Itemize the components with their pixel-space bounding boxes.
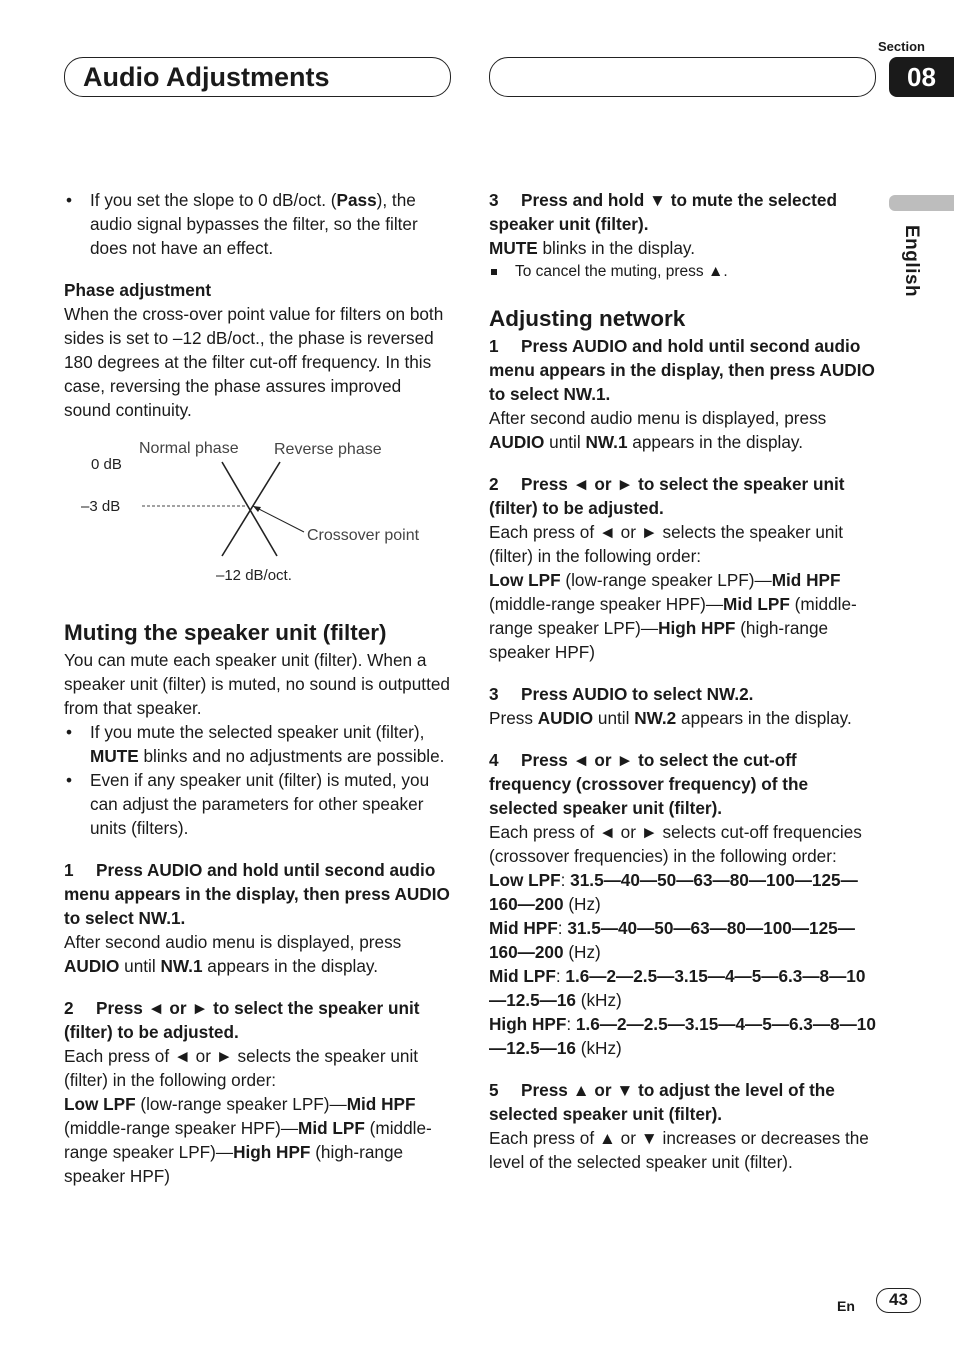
high-hpf-frequencies: High HPF: 1.6—2—2.5—3.15—4—5—6.3—8—10—12.5—16 (kHz) (489, 1014, 876, 1058)
text: until (544, 432, 586, 452)
term: Mid HPF (771, 570, 841, 590)
term: Mid LPF (298, 1118, 365, 1138)
unit: (kHz) (575, 1038, 622, 1058)
term: Low LPF (489, 570, 561, 590)
left-column (64, 188, 452, 422)
left-step-2-body: Each press of ◄ or ► selects the speaker unit (filter) in the following order: (64, 1046, 419, 1090)
network-step-3-body (489, 706, 877, 730)
crossover-label: Crossover point (307, 527, 420, 544)
minus3-db-label: –3 dB (81, 498, 121, 515)
slope-label: –12 dB/oct. (216, 567, 292, 584)
text: (high-range speaker HPF) (64, 1142, 404, 1186)
page-number: 43 (876, 1288, 921, 1313)
left-step-2-title (64, 996, 452, 1044)
network-step-4-title (489, 748, 877, 820)
step-number: 2 (64, 998, 74, 1018)
text: Press ◄ or ► to select the speaker unit (filter) to be adjusted. (489, 474, 845, 518)
frequency-list: 31.5—40—50—63—80—100—125—160—200 (489, 870, 858, 914)
step-number: 3 (489, 190, 499, 210)
term: Mid HPF (489, 918, 558, 938)
term: AUDIO (64, 956, 120, 976)
term: AUDIO (489, 432, 545, 452)
left-column-lower (64, 618, 452, 1188)
muting-bullet-1 (64, 720, 452, 768)
term: High HPF (658, 618, 736, 638)
language-label: English (901, 225, 922, 298)
network-step-2-title (489, 472, 877, 520)
mid-lpf-frequencies: Mid LPF: 1.6—2—2.5—3.15—4—5—6.3—8—10—12.5—16 (kHz) (489, 966, 866, 1010)
right-step-3-title (489, 188, 877, 236)
text: Press AUDIO and hold until second audio menu appears in the display, then press AUDIO to select NW.1. (64, 860, 450, 928)
text: Press ◄ or ► to select the cut-off frequency (crossover frequency) of the selected speaker unit (filter). (489, 750, 809, 818)
term: NW.2 (634, 708, 677, 728)
section-label: Section (878, 39, 925, 54)
text: until (593, 708, 635, 728)
step-number: 1 (489, 336, 499, 356)
network-step-5-body: Each press of ▲ or ▼ increases or decreases the level of the selected speaker unit (filter). (489, 1128, 869, 1172)
cancel-mute-note: To cancel the muting, press ▲. (489, 260, 877, 284)
term: High HPF (233, 1142, 311, 1162)
step-number: 3 (489, 684, 499, 704)
frequency-list: 1.6—2—2.5—3.15—4—5—6.3—8—10—12.5—16 (489, 1014, 876, 1058)
term: Mid LPF (489, 966, 556, 986)
page-title: Audio Adjustments (83, 62, 330, 92)
step-number: 5 (489, 1080, 499, 1100)
pass-term: Pass (336, 190, 377, 210)
unit: (kHz) (575, 990, 622, 1010)
network-step-5-title (489, 1078, 877, 1126)
text: blinks and no adjustments are possible. (138, 746, 445, 766)
footer-lang: En (837, 1298, 855, 1314)
term: Low LPF (489, 870, 561, 890)
term: Low LPF (64, 1094, 136, 1114)
muting-bullet-2: • Even if any speaker unit (filter) is muted, you can adjust the parameters for other speaker units (filters). (64, 768, 452, 840)
text: Press AUDIO to select NW.2. (521, 684, 754, 704)
right-step-3-body (489, 236, 877, 260)
text: (middle-range speaker HPF)— (489, 594, 724, 614)
network-step-2-order (489, 568, 877, 664)
phase-diagram (60, 430, 460, 590)
text: After second audio menu is displayed, press (489, 408, 827, 428)
term: High HPF (489, 1014, 567, 1034)
header-blank-box (489, 57, 876, 97)
term: NW.1 (160, 956, 203, 976)
term: Mid LPF (723, 594, 790, 614)
text: Press ▲ or ▼ to adjust the level of the selected speaker unit (filter). (489, 1080, 835, 1124)
text: After second audio menu is displayed, press (64, 932, 402, 952)
text: If you set the slope to 0 dB/oct. ( (90, 190, 337, 210)
page-title-box (64, 57, 451, 97)
bullet-pass (64, 188, 452, 260)
normal-phase-label: Normal phase (139, 440, 239, 457)
left-step-1-body (64, 930, 452, 978)
text: appears in the display. (676, 708, 852, 728)
left-step-2-order (64, 1092, 452, 1188)
network-step-1-title (489, 334, 877, 406)
reverse-phase-label: Reverse phase (274, 441, 382, 458)
text: (middle-range speaker LPF)— (489, 594, 857, 638)
text: Press and hold ▼ to mute the selected speaker unit (filter). (489, 190, 837, 234)
network-step-3-title (489, 682, 877, 706)
low-lpf-frequencies: Low LPF: 31.5—40—50—63—80—100—125—160—200 (Hz) (489, 870, 858, 914)
term: NW.1 (585, 432, 628, 452)
text: Press AUDIO and hold until second audio menu appears in the display, then press AUDIO to select NW.1. (489, 336, 875, 404)
text: Press ◄ or ► to select the speaker unit (filter) to be adjusted. (64, 998, 420, 1042)
text: until (119, 956, 161, 976)
text: blinks in the display. (537, 238, 696, 258)
unit: (Hz) (563, 894, 601, 914)
frequency-list: 31.5—40—50—63—80—100—125—160—200 (489, 918, 855, 962)
unit: (Hz) (563, 942, 601, 962)
left-step-1-title (64, 858, 452, 930)
text: (low-range speaker LPF)— (135, 1094, 347, 1114)
step-number: 2 (489, 474, 499, 494)
frequency-list: 1.6—2—2.5—3.15—4—5—6.3—8—10—12.5—16 (489, 966, 866, 1010)
text: Press (489, 708, 538, 728)
muting-heading: Muting the speaker unit (filter) (64, 620, 387, 645)
network-step-4-body: Each press of ◄ or ► selects cut-off frequencies (crossover frequencies) in the following order: (489, 822, 862, 866)
muting-intro: You can mute each speaker unit (filter). When a speaker unit (filter) is muted, no sound is outputted from that speaker. (64, 650, 450, 718)
text: If you mute the selected speaker unit (filter), (90, 722, 425, 742)
text: (high-range speaker HPF) (489, 618, 829, 662)
right-column (489, 188, 877, 1174)
step-number: 4 (489, 750, 499, 770)
term: AUDIO (537, 708, 594, 728)
mid-hpf-frequencies: Mid HPF: 31.5—40—50—63—80—100—125—160—200 (Hz) (489, 918, 855, 962)
text: (low-range speaker LPF)— (560, 570, 772, 590)
network-step-2-body: Each press of ◄ or ► selects the speaker unit (filter) in the following order: (489, 522, 844, 566)
crossover-arrow-icon (253, 506, 261, 512)
phase-body: When the cross-over point value for filters on both sides is set to –12 dB/oct., the phase is reversed 180 degrees at the filter cut-off frequency. In this case, reversing the phase assures improved sound continuity. (64, 304, 444, 420)
zero-db-label: 0 dB (91, 456, 122, 473)
network-heading: Adjusting network (489, 306, 686, 331)
text: (middle-range speaker LPF)— (64, 1118, 432, 1162)
step-number: 1 (64, 860, 74, 880)
mute-term: MUTE (90, 746, 139, 766)
mute-term: MUTE (489, 238, 538, 258)
term: Mid HPF (346, 1094, 416, 1114)
text: appears in the display. (202, 956, 378, 976)
text: ), the audio signal bypasses the filter, so the filter does not have an effect. (90, 190, 418, 258)
language-tab (889, 195, 954, 211)
network-step-1-body (489, 406, 877, 454)
text: (middle-range speaker HPF)— (64, 1118, 299, 1138)
section-number: 08 (889, 57, 954, 97)
text: appears in the display. (627, 432, 803, 452)
phase-heading: Phase adjustment (64, 280, 212, 300)
